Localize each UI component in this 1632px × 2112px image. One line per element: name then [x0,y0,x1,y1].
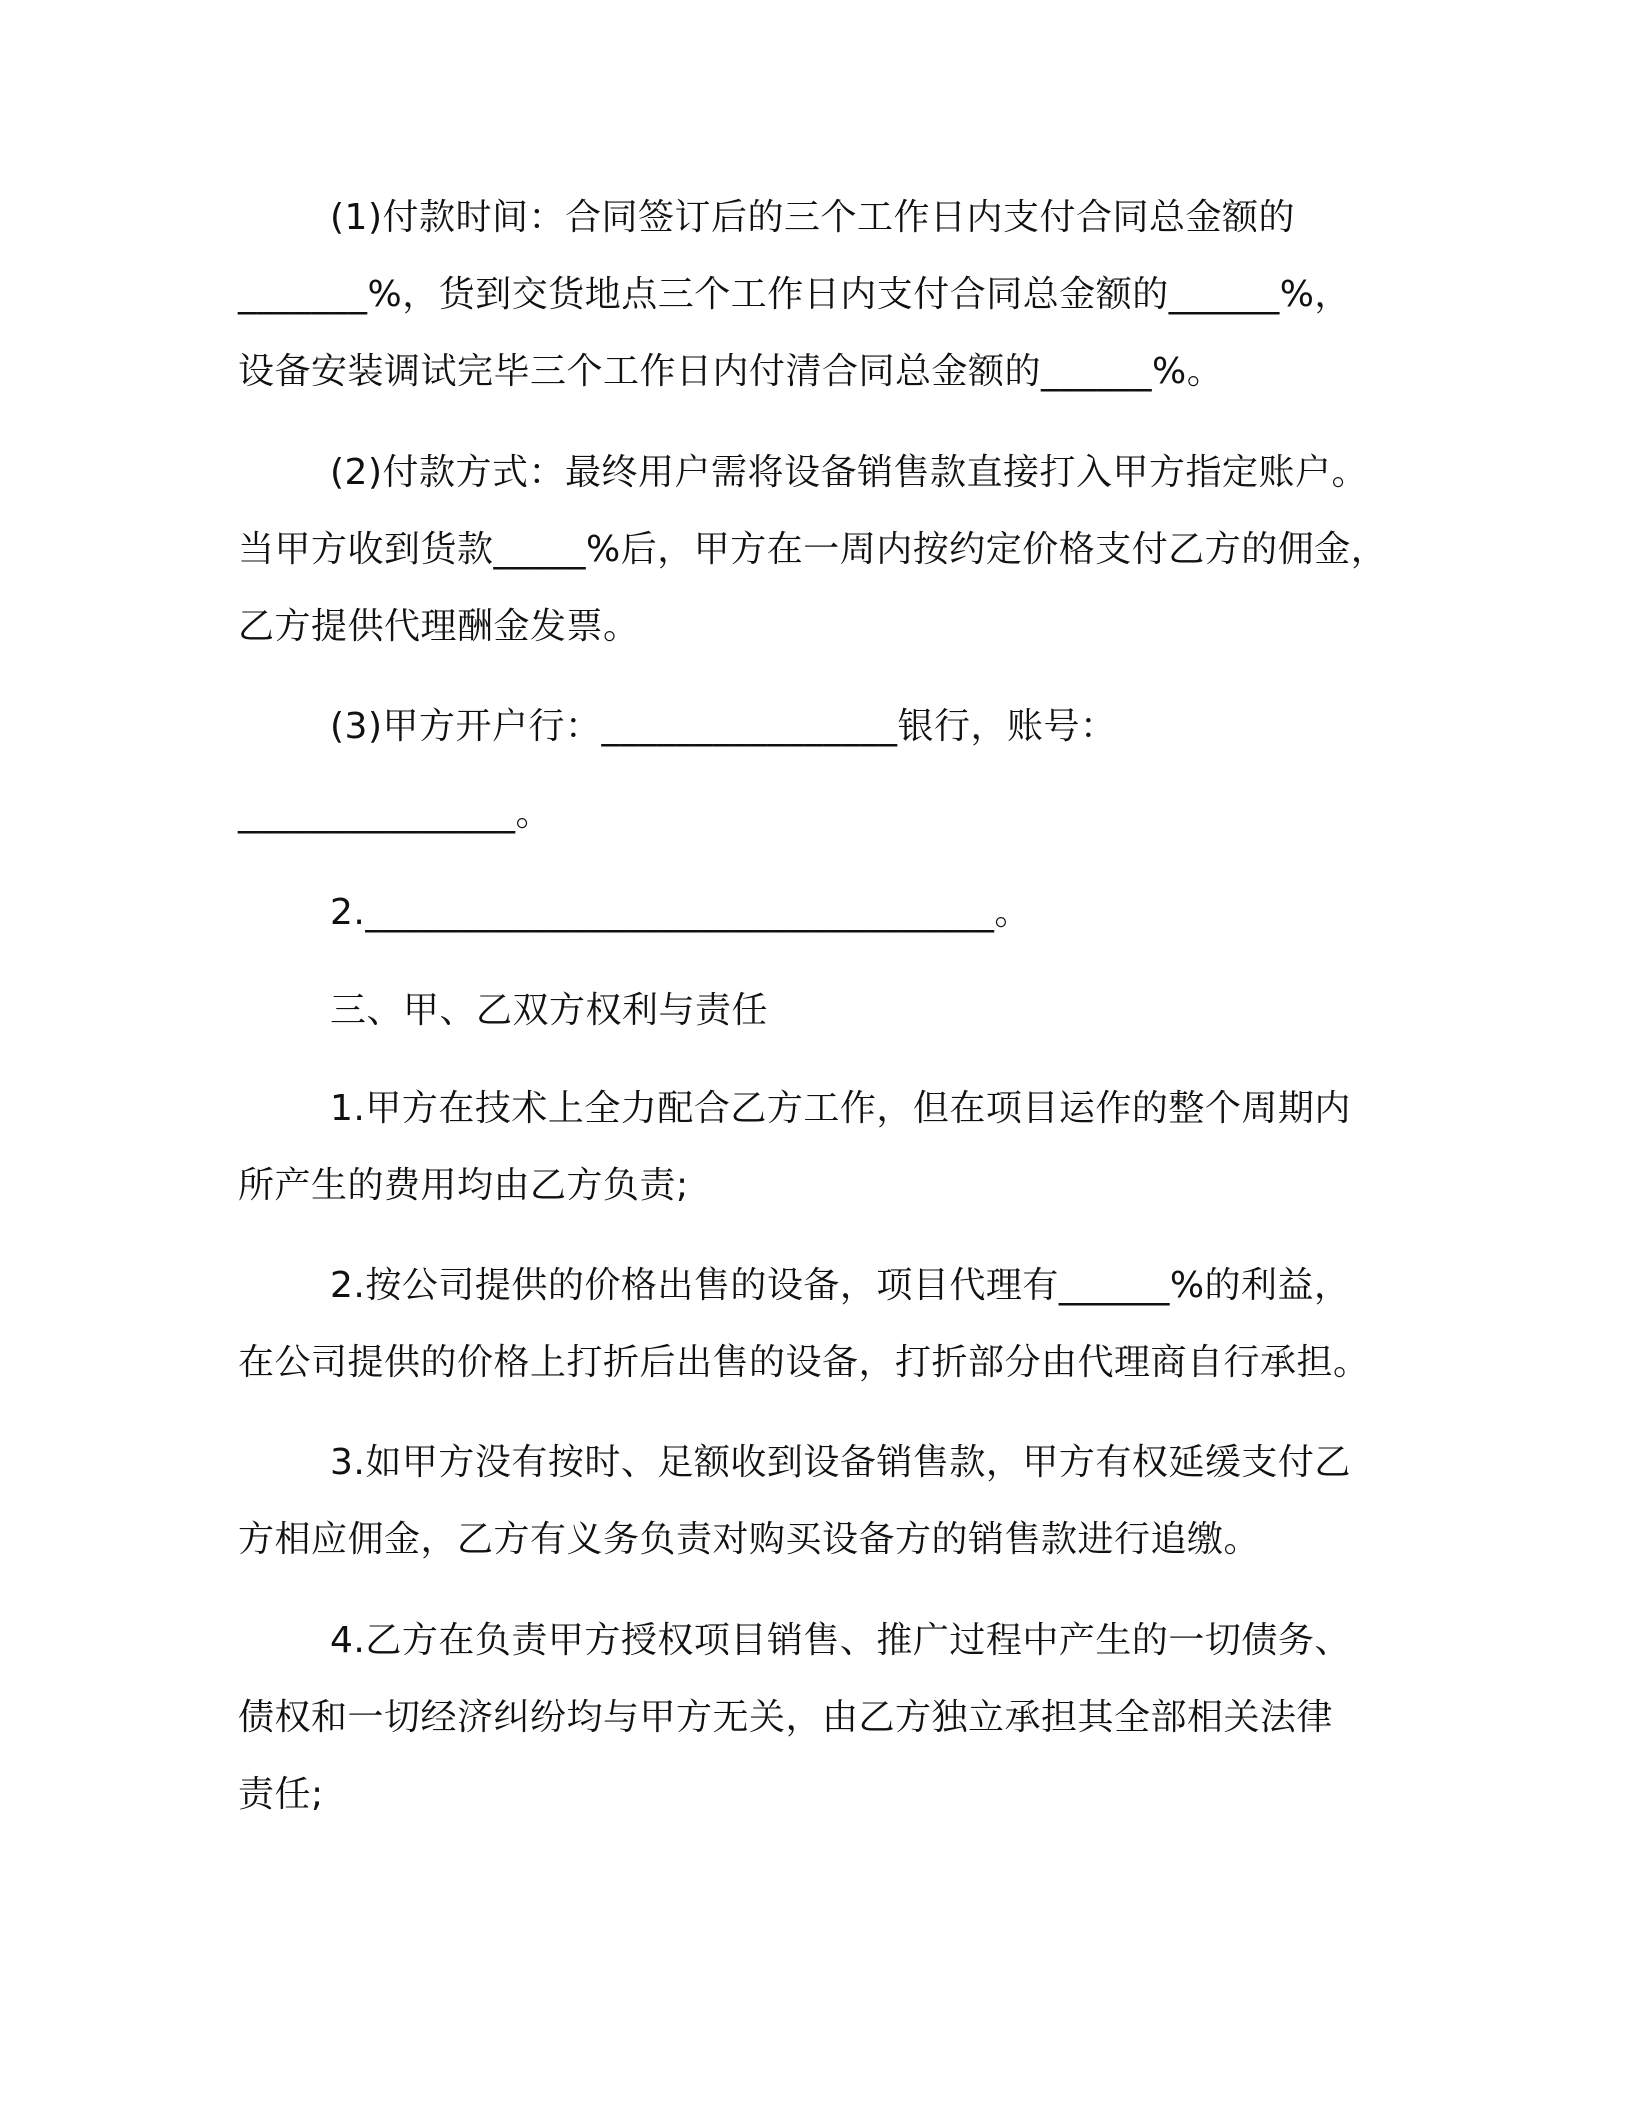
clause-4-line-1: 4.乙方在负责甲方授权项目销售、推广过程中产生的一切债务、 [330,1620,1351,1661]
payment-time-line-3: 设备安装调试完毕三个工作日内付清合同总金额的______%。 [238,351,1224,392]
payment-method-line-3: 乙方提供代理酬金发票。 [238,606,640,647]
clause-3-line-2: 方相应佣金，乙方有义务负责对购买设备方的销售款进行追缴。 [238,1519,1261,1560]
payment-time-line-2: _______%，货到交货地点三个工作日内支付合同总金额的______%， [238,274,1351,315]
payment-method-line-2: 当甲方收到货款_____%后，甲方在一周内按约定价格支付乙方的佣金， [238,529,1388,570]
clause-1-line-1: 1.甲方在技术上全力配合乙方工作，但在项目运作的整个周期内 [330,1088,1351,1129]
clause-1-line-2: 所产生的费用均由乙方负责; [238,1165,689,1206]
clause-4-line-2: 债权和一切经济纠纷均与甲方无关，由乙方独立承担其全部相关法律 [238,1697,1334,1738]
item-2-line: 2.__________________________________。 [330,892,1031,933]
bank-account-line-1: (3)甲方开户行：________________银行，账号： [330,706,1117,747]
payment-method-line-1: (2)付款方式：最终用户需将设备销售款直接打入甲方指定账户。 [330,452,1368,493]
clause-4-line-3: 责任; [238,1774,324,1815]
bank-account-line-2: _______________。 [238,793,552,834]
clause-2-line-1: 2.按公司提供的价格出售的设备，项目代理有______%的利益， [330,1265,1351,1306]
clause-3-line-1: 3.如甲方没有按时、足额收到设备销售款，甲方有权延缓支付乙 [330,1442,1351,1483]
section-3-heading: 三、甲、乙双方权利与责任 [330,990,769,1031]
clause-2-line-2: 在公司提供的价格上打折后出售的设备，打折部分由代理商自行承担。 [238,1342,1370,1383]
payment-time-line-1: (1)付款时间：合同签订后的三个工作日内支付合同总金额的 [330,197,1295,238]
